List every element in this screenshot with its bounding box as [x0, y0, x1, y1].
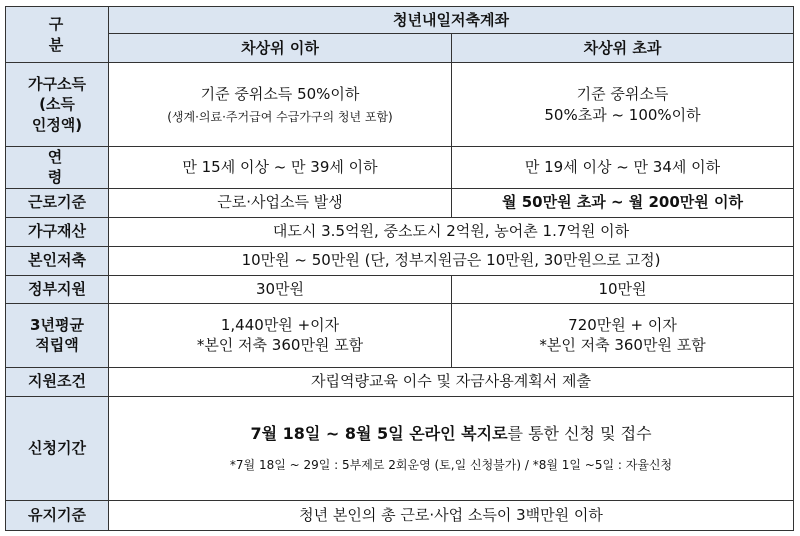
- row-conditions: [6, 367, 794, 396]
- label-line: 적립액: [35, 336, 79, 354]
- label-line: 가구소득: [28, 75, 86, 94]
- row-label-income: [6, 63, 109, 147]
- age-below: 만 15세 이상 ~ 만 39세 이하: [109, 147, 452, 189]
- col-header-above: 차상위 초과: [452, 34, 794, 63]
- row-label-period: 신청기간: [6, 396, 109, 500]
- cell-line: 50%초과 ~ 100%이하: [544, 105, 701, 124]
- corner-label: 구 분: [6, 7, 109, 63]
- row-period: [6, 396, 794, 500]
- label-line: 인정액): [31, 115, 83, 134]
- cell-line: 1,440만원 +이자: [220, 315, 340, 334]
- label-line: 3년평균: [30, 315, 84, 334]
- cell-line: 720만원 + 이자: [568, 315, 677, 334]
- row-label-maintenance: 유지기준: [6, 500, 109, 530]
- conditions-value: 자립역량교육 이수 및 자금사용계획서 제출: [109, 367, 794, 396]
- row-label-work: 근로기준: [6, 188, 109, 217]
- cell-line: *본인 저축 360만원 포함: [196, 336, 364, 354]
- age-above: 만 19세 이상 ~ 만 34세 이하: [452, 147, 794, 189]
- assets-value: 대도시 3.5억원, 중소도시 2억원, 농어촌 1.7억원 이하: [109, 217, 794, 246]
- cell-note: (생계·의료·주거급여 수급가구의 청년 포함): [167, 109, 393, 124]
- label-line: (소득: [39, 95, 75, 114]
- cell-line: 기준 중위소득: [576, 85, 669, 104]
- row-work: [6, 188, 794, 217]
- savings-value: 10만원 ~ 50만원 (단, 정부지원금은 10만원, 30만원으로 고정): [109, 246, 794, 275]
- header-row-1: [6, 7, 794, 34]
- period-value: [109, 396, 794, 500]
- accumulation-below: [109, 303, 452, 367]
- row-label-assets: 가구재산: [6, 217, 109, 246]
- row-support: [6, 275, 794, 303]
- row-label-conditions: 지원조건: [6, 367, 109, 396]
- work-below: 근로·사업소득 발생: [109, 188, 452, 217]
- row-savings: [6, 246, 794, 275]
- work-above: 월 50만원 초과 ~ 월 200만원 이하: [452, 188, 794, 217]
- support-below: 30만원: [109, 275, 452, 303]
- maintenance-value: 청년 본인의 총 근로·사업 소득이 3백만원 이하: [109, 500, 794, 530]
- row-label-savings: 본인저축: [6, 246, 109, 275]
- period-main-bold: 7월 18일 ~ 8월 5일 온라인 복지로: [250, 424, 508, 444]
- income-below: [109, 63, 452, 147]
- period-main-rest: 를 통한 신청 및 접수: [507, 424, 652, 444]
- row-label-support: 정부지원: [6, 275, 109, 303]
- income-above: [452, 63, 794, 147]
- cell-line: *본인 저축 360만원 포함: [539, 336, 706, 354]
- support-above: 10만원: [452, 275, 794, 303]
- header-row-2: [6, 34, 794, 63]
- row-label-accumulation: [6, 303, 109, 367]
- eligibility-table: [5, 6, 794, 531]
- row-maintenance: [6, 500, 794, 530]
- period-main: [113, 423, 789, 445]
- period-note: *7월 18일 ~ 29일 : 5부제로 2회운영 (토,일 신청불가) / *8월 1일 ~5일 : 자율신청: [229, 457, 673, 472]
- row-label-age: 연 령: [6, 147, 109, 189]
- program-title: 청년내일저축계좌: [109, 7, 794, 34]
- col-header-below: 차상위 이하: [109, 34, 452, 63]
- row-assets: [6, 217, 794, 246]
- row-age: [6, 147, 794, 189]
- cell-line: 기준 중위소득 50%이하: [200, 85, 360, 104]
- accumulation-above: [452, 303, 794, 367]
- row-accumulation: [6, 303, 794, 367]
- row-income: [6, 63, 794, 147]
